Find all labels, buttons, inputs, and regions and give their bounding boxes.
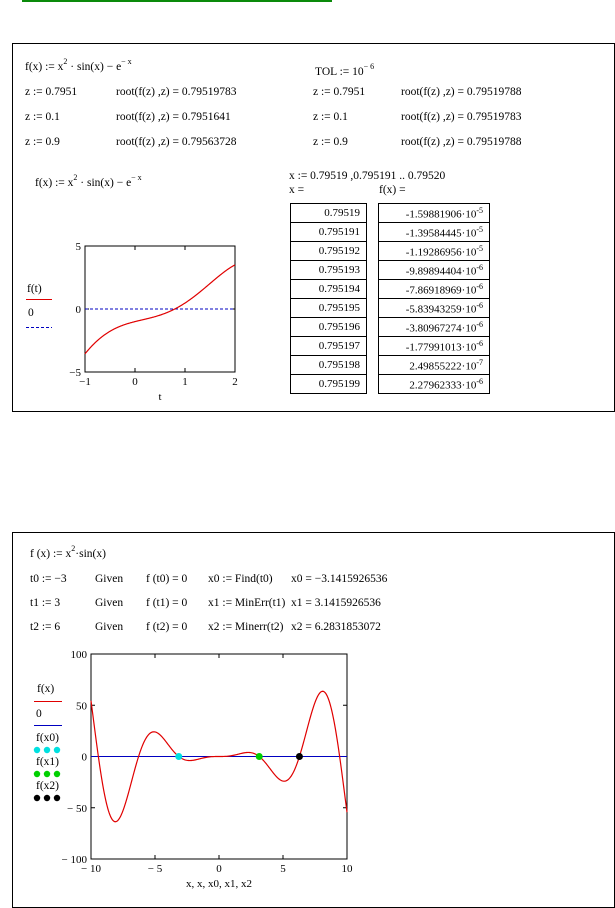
tol-exp: − 6 — [363, 62, 375, 71]
legend-fx: f(x) — [37, 683, 55, 695]
right-root-result — [401, 85, 522, 99]
y-tick-label: 100 — [70, 649, 87, 661]
assign: z := 0.7951 — [25, 86, 78, 98]
y-tick-label: 50 — [76, 700, 87, 713]
x-tick-label: 5 — [280, 863, 286, 875]
exponent: -6 — [476, 319, 483, 329]
result: root(f(z) ,z) = 0.79519783 — [401, 111, 522, 123]
left-root-result — [116, 135, 237, 149]
legend-zero: 0 — [36, 708, 42, 720]
series-point — [296, 753, 303, 760]
mantissa: -7.86918969·10 — [405, 284, 477, 297]
legend-fx2: f(x2) — [36, 780, 59, 792]
left-root-result — [116, 85, 237, 99]
legend-ft-swatch — [26, 298, 54, 301]
range-definition: x := 0.79519 ,0.795191 .. 0.79520 — [289, 170, 446, 182]
fx-value-cell — [379, 299, 490, 318]
mantissa: -5.83943259·10 — [405, 303, 477, 316]
x-tick-label: 0 — [216, 863, 222, 875]
x-value-cell: 0.795191 — [291, 223, 367, 242]
right-root-row — [313, 110, 348, 124]
def-mid: ·sin(x) — [75, 548, 106, 560]
tol-lhs: TOL := 10 — [315, 66, 364, 78]
fx-values-table — [378, 203, 490, 394]
def2-exp: 2 — [73, 173, 78, 182]
chart-ft — [63, 234, 263, 404]
def2-lhs: f(x) := x — [35, 177, 74, 189]
fx-value-cell — [379, 223, 490, 242]
def2-mid: · sin(x) − e — [77, 177, 132, 189]
x-value-cell: 0.795193 — [291, 261, 367, 280]
fx-table-header: f(x) = — [379, 184, 406, 196]
constraint: f (t1) = 0 — [146, 597, 188, 609]
mantissa: -1.19286956·10 — [405, 246, 477, 259]
assign: z := 0.9 — [313, 136, 348, 148]
y-tick-label: 5 — [75, 241, 81, 253]
legend-zero-swatch — [26, 326, 54, 329]
chart-fx — [49, 645, 379, 903]
exponent: -5 — [476, 205, 483, 215]
x-value-cell: 0.795194 — [291, 280, 367, 299]
right-root-result — [401, 110, 522, 124]
fx-value-cell — [379, 242, 490, 261]
result: root(f(z) ,z) = 0.79519788 — [401, 86, 522, 98]
fx-value-cell — [379, 204, 490, 223]
x-tick-label: − 10 — [81, 863, 101, 875]
x-values-table — [290, 203, 367, 394]
x-value-cell: 0.795195 — [291, 299, 367, 318]
solver-call: x0 := Find(t0) — [208, 573, 273, 585]
fx-value-cell — [379, 318, 490, 337]
tolerance-definition — [315, 62, 375, 79]
assign: z := 0.9 — [25, 136, 60, 148]
mantissa: -1.77991013·10 — [405, 341, 477, 354]
def-exp: 2 — [71, 544, 76, 553]
assign: z := 0.1 — [25, 111, 60, 123]
def-mid: · sin(x) − e — [67, 61, 122, 73]
y-tick-label: 0 — [81, 751, 87, 764]
x-tick-label: − 5 — [147, 863, 163, 875]
fx-value-cell — [379, 356, 490, 375]
function-definition-2 — [35, 173, 142, 190]
result: root(f(z) ,z) = 0.7951641 — [116, 111, 231, 123]
x-value-cell: 0.795196 — [291, 318, 367, 337]
x-value-cell: 0.795197 — [291, 337, 367, 356]
left-root-row — [25, 85, 77, 99]
constraint: f (t0) = 0 — [146, 573, 188, 585]
y-tick-label: − 50 — [67, 802, 87, 815]
given-keyword: Given — [95, 597, 124, 609]
mantissa: -1.39584445·10 — [405, 227, 477, 240]
solution-result: x1 = 3.1415926536 — [291, 597, 381, 609]
legend-fx0: f(x0) — [36, 732, 59, 744]
exponent: -6 — [476, 262, 483, 272]
solution-result: x2 = 6.2831853072 — [291, 621, 381, 633]
exponent: -6 — [476, 281, 483, 291]
mantissa: 2.49855222·10 — [409, 360, 477, 373]
exponent: -5 — [476, 224, 483, 234]
guess-assign: t2 := 6 — [30, 621, 61, 633]
def-exp2: − x — [121, 57, 132, 66]
assign: z := 0.7951 — [313, 86, 366, 98]
top-divider-line — [22, 0, 332, 2]
legend-zero: 0 — [28, 307, 34, 319]
exponent: -6 — [476, 300, 483, 310]
def-lhs: f (x) := x — [30, 548, 72, 560]
right-root-row — [313, 135, 348, 149]
function-definition — [30, 544, 106, 561]
y-tick-label: − 100 — [61, 854, 87, 866]
guess-assign: t0 := −3 — [30, 573, 67, 585]
fx-value-cell — [379, 337, 490, 356]
worksheet-panel-2 — [12, 532, 615, 908]
y-tick-label: 0 — [75, 304, 81, 316]
def-exp: 2 — [63, 57, 68, 66]
fx-value-cell — [379, 280, 490, 299]
x-tick-label: 1 — [182, 376, 188, 388]
exponent: -6 — [476, 376, 483, 386]
result: root(f(z) ,z) = 0.79519788 — [401, 136, 522, 148]
x-value-cell: 0.795199 — [291, 375, 367, 394]
x-value-cell: 0.795192 — [291, 242, 367, 261]
worksheet-panel-1 — [12, 43, 615, 412]
y-tick-label: −5 — [69, 367, 81, 379]
given-keyword: Given — [95, 621, 124, 633]
guess-assign: t1 := 3 — [30, 597, 61, 609]
mantissa: -9.89894404·10 — [405, 265, 477, 278]
solution-result: x0 = −3.1415926536 — [291, 573, 388, 585]
left-root-result — [116, 110, 231, 124]
x-table-header: x = — [289, 184, 305, 196]
legend-ft: f(t) — [27, 283, 42, 295]
exponent: -6 — [476, 338, 483, 348]
fx-value-cell — [379, 375, 490, 394]
solver-call: x2 := Minerr(t2) — [208, 621, 284, 633]
left-root-row — [25, 110, 60, 124]
series-point — [256, 753, 263, 760]
x-tick-label: −1 — [79, 376, 91, 388]
x-axis-label: x, x, x0, x1, x2 — [186, 878, 252, 890]
result: root(f(z) ,z) = 0.79519783 — [116, 86, 237, 98]
legend-fx1: f(x1) — [36, 756, 59, 768]
exponent: -5 — [476, 243, 483, 253]
right-root-row — [313, 85, 365, 99]
right-root-result — [401, 135, 522, 149]
left-root-row — [25, 135, 60, 149]
def-lhs: f(x) := x — [25, 61, 64, 73]
x-tick-label: 10 — [341, 863, 353, 875]
x-axis-label: t — [158, 391, 162, 403]
def2-exp2: − x — [131, 173, 142, 182]
x-tick-label: 2 — [232, 376, 238, 388]
assign: z := 0.1 — [313, 111, 348, 123]
function-definition — [25, 57, 132, 74]
x-tick-label: 0 — [132, 376, 138, 388]
fx-value-cell — [379, 261, 490, 280]
series-point — [175, 753, 182, 760]
mantissa: 2.27962333·10 — [409, 379, 477, 392]
result: root(f(z) ,z) = 0.79563728 — [116, 136, 237, 148]
constraint: f (t2) = 0 — [146, 621, 188, 633]
mantissa: -3.80967274·10 — [405, 322, 477, 335]
mantissa: -1.59881906·10 — [405, 208, 477, 221]
x-value-cell: 0.79519 — [291, 204, 367, 223]
x-value-cell: 0.795198 — [291, 356, 367, 375]
solver-call: x1 := MinErr(t1) — [208, 597, 286, 609]
exponent: -7 — [476, 357, 483, 367]
given-keyword: Given — [95, 573, 124, 585]
